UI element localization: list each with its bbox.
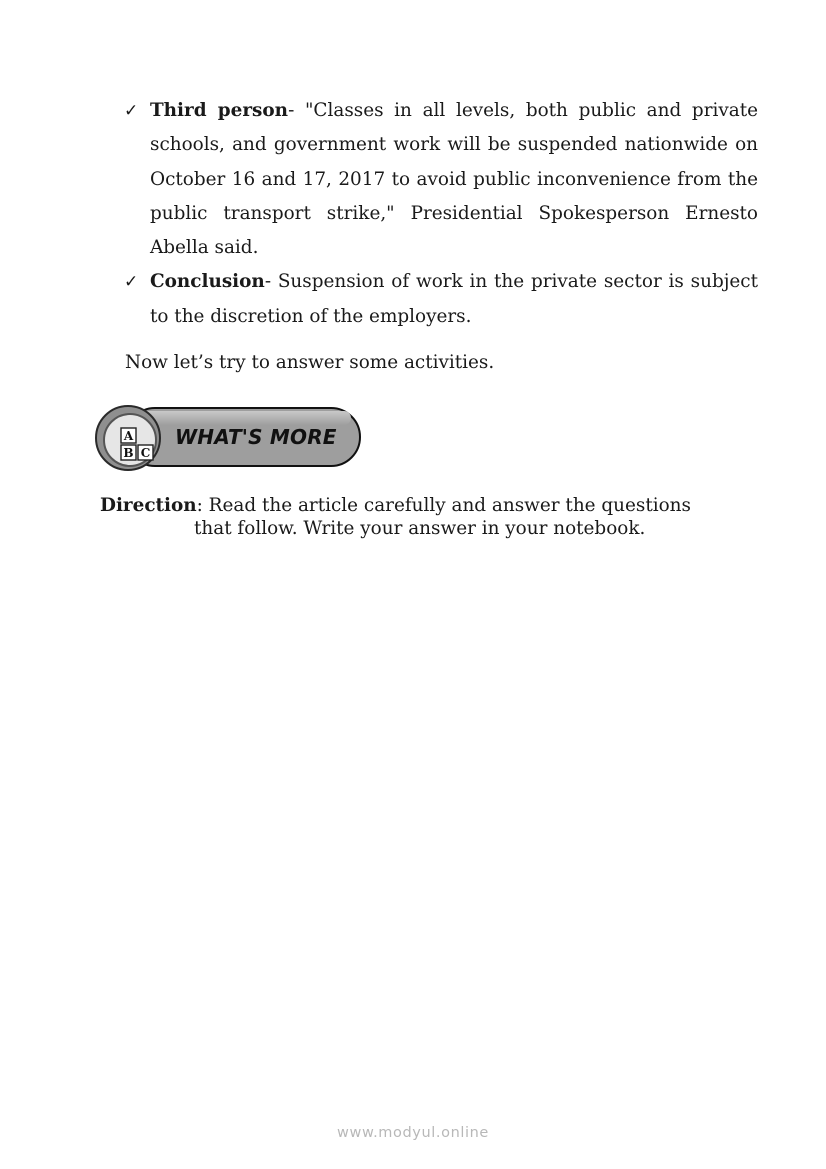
check-icon: ✓	[124, 272, 139, 293]
block-b-letter: B	[123, 446, 134, 460]
check-icon: ✓	[124, 101, 139, 121]
whats-more-banner	[95, 405, 363, 471]
direction-line2: that follow. Write your answer in your notebook.	[194, 518, 646, 539]
banner-shine	[135, 411, 351, 425]
intro-text: Now let’s try to answer some activities.	[125, 352, 495, 373]
bullet-text: - "Classes in all levels, both public and private schools, and government work will be suspended nationwide on October 16 and 17, 2017 to avoid public inconvenience from the public transport strike," Presidential Spokesperson Ernesto Abella said.	[150, 100, 759, 259]
banner-badge	[95, 405, 161, 471]
bullet-term: Third person	[150, 100, 289, 121]
bullet-term: Conclusion	[150, 271, 265, 293]
direction-line1: : Read the article carefully and answer the questions	[196, 495, 691, 516]
block-c-letter: C	[140, 446, 151, 460]
banner-badge-inner	[103, 413, 157, 467]
footer-watermark: www.modyul.online	[337, 1125, 489, 1141]
bullet-text: - Suspension of work in the private sector is subject to the discretion of the employers.	[150, 271, 758, 327]
direction-text	[100, 494, 720, 540]
bullet-list	[124, 94, 758, 334]
block-a-letter: A	[123, 429, 134, 443]
bullet-third-person	[124, 94, 758, 265]
direction-label: Direction	[100, 495, 197, 516]
banner-title: WHAT'S MORE	[175, 425, 337, 449]
bullet-conclusion	[124, 265, 758, 334]
abc-blocks-icon	[119, 427, 155, 463]
